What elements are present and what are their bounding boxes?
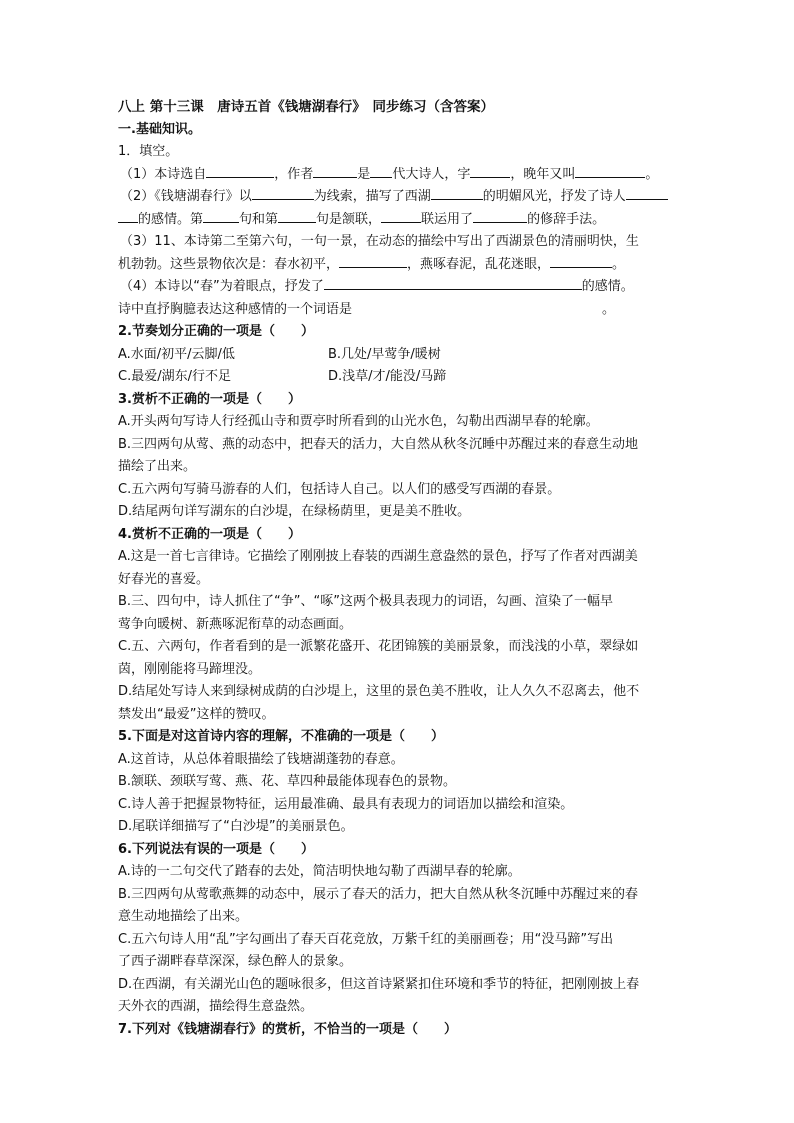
q4-line: 禁发出“最爱”这样的赞叹。 — [118, 706, 275, 722]
question-7-stem: 7.下列对《钱塘湖春行》的赏析，不恰当的一项是（ ） — [118, 1021, 457, 1037]
q1-2-text-b: 为线索，描写了西湖 — [313, 189, 431, 204]
blank-field[interactable] — [313, 164, 357, 178]
q3-line[interactable]: C.五六两句写骑马游春的人们，包括诗人自己。以人们的感受写西湖的春景。 — [118, 481, 561, 497]
q6-line[interactable]: A.诗的一二句交代了踏春的去处，简洁明快地勾勒了西湖早春的轮廓。 — [118, 864, 521, 879]
blank-field[interactable] — [470, 164, 510, 178]
q5-line[interactable]: A.这首诗，从总体着眼描绘了钱塘湖蓬勃的春意。 — [118, 751, 404, 767]
page-title: 八上 第十三课 唐诗五首《钱塘湖春行》 同步练习（含答案） — [118, 99, 494, 115]
q1-4-text-d: 。 — [602, 301, 616, 317]
q4-line[interactable]: C.五、六两句，作者看到的是一派繁花盛开、花团锦簇的美丽景象，而浅浅的小草，翠绿如 — [118, 639, 639, 654]
q4-line[interactable]: D.结尾处写诗人来到绿树成荫的白沙堤上，这里的景色美不胜收，让人久久不忍离去，他不 — [118, 684, 640, 699]
q1-4-text-b: 的感情。 — [581, 279, 634, 294]
q3-line: 描绘了出来。 — [118, 459, 197, 474]
q6-line[interactable]: B.三四两句从莺歌燕舞的动态中，展示了春天的活力，把大自然从秋冬沉睡中苏醒过来的春 — [118, 886, 639, 902]
blank-field[interactable] — [339, 254, 407, 268]
q1-1-text-e: ，晚年又叫 — [510, 166, 576, 182]
option-b[interactable]: B.几处/早莺争/暖树 — [328, 346, 441, 362]
q6-line: 天外衣的西湖，描绘得生意盎然。 — [118, 999, 314, 1014]
question-3-stem: 3.赏析不正确的一项是（ ） — [118, 391, 301, 407]
blank-field[interactable] — [370, 164, 392, 178]
q5-line[interactable]: B.颔联、颈联写莺、燕、花、草四种最能体现春色的景物。 — [118, 774, 457, 789]
q1-part-4-line-1 — [118, 276, 678, 299]
q6-line[interactable]: C.五六句诗人用“乱”字勾画出了春天百花竞放，万紫千红的美丽画卷；用“没马蹄”写出 — [118, 931, 614, 947]
q3-line[interactable]: A.开头两句写诗人行经孤山寺和贾亭时所看到的山光水色，勾勒出西湖早春的轮廓。 — [118, 414, 599, 429]
q1-1-text-b: ，作者 — [274, 166, 314, 182]
worksheet-page — [118, 96, 678, 1041]
question-2-stem: 2.节奏划分正确的一项是（ ） — [118, 324, 314, 339]
q5-line[interactable]: D.尾联详细描写了“白沙堤”的美丽景色。 — [118, 819, 354, 834]
q1-part-3-line-2 — [118, 254, 678, 277]
q2-options-row-2 — [118, 366, 678, 389]
q3-line[interactable]: D.结尾两句详写湖东的白沙堤，在绿杨荫里，更是美不胜收。 — [118, 504, 471, 519]
q5-line[interactable]: C.诗人善于把握景物特征，运用最准确、最具有表现力的词语加以描绘和渲染。 — [118, 796, 574, 812]
blank-field[interactable] — [278, 209, 316, 223]
option-c[interactable]: C.最爱/湖东/行不足 — [118, 369, 231, 384]
q1-2-text-f: 句是颔联， — [316, 211, 382, 227]
q1-part-4-line-2 — [118, 299, 678, 322]
blank-field[interactable] — [324, 276, 582, 290]
q1-4-text-a: （4）本诗以“春”为着眼点，抒发了 — [120, 279, 324, 294]
question-5-stem: 5.下面是对这首诗内容的理解，不准确的一项是（ ） — [118, 729, 444, 744]
q1-1-text-f: 。 — [645, 166, 659, 182]
option-d[interactable]: D.浅草/才/能没/马蹄 — [328, 369, 447, 384]
q4-line[interactable]: A.这是一首七言律诗。它描绘了刚刚披上春装的西湖生意盎然的景色，抒写了作者对西湖美 — [118, 549, 638, 564]
option-a[interactable]: A.水面/初平/云脚/低 — [118, 346, 235, 362]
blank-field[interactable] — [550, 254, 612, 268]
q1-part-2-line-1 — [118, 186, 678, 209]
q2-options-row-1 — [118, 344, 678, 367]
question-4-stem: 4.赏析不正确的一项是（ ） — [118, 526, 301, 542]
q4-line: 好春光的喜爱。 — [118, 571, 210, 587]
blank-field[interactable] — [203, 209, 239, 223]
blank-field[interactable] — [575, 164, 645, 178]
q1-2-text-h: 的修辞手法。 — [527, 211, 606, 227]
q3-line[interactable]: B.三四两句从莺、燕的动态中，把春天的活力，大自然从秋冬沉睡中苏醒过来的春意生动地 — [118, 436, 639, 452]
q6-line: 了西子湖畔春草深深，绿色醉人的景象。 — [118, 954, 353, 969]
blank-field[interactable] — [381, 209, 421, 223]
q1-2-text-g: 联运用了 — [421, 211, 474, 227]
section-heading: 一.基础知识。 — [118, 121, 201, 137]
q1-2-text-c: 的明媚风光，抒发了诗人 — [482, 189, 626, 204]
q1-3-text-d: 。 — [612, 256, 626, 272]
q4-line: 莺争向暖树、新燕啄泥衔草的动态画面。 — [118, 616, 353, 632]
q1-part-1 — [118, 164, 678, 187]
q1-2-text-e: 句和第 — [239, 211, 279, 227]
blank-field[interactable] — [473, 209, 527, 223]
q1-1-text-d: 代大诗人，字 — [392, 166, 471, 182]
blank-field[interactable] — [431, 186, 483, 200]
q1-1-text-a: （1）本诗选自 — [120, 166, 207, 182]
q1-2-text-a: （2）《钱塘湖春行》以 — [120, 189, 252, 204]
q1-1-text-c: 是 — [357, 166, 371, 182]
blank-field[interactable] — [118, 209, 138, 223]
q4-line[interactable]: B.三、四句中，诗人抓住了“争”、“啄”这两个极具表现力的词语，勾画、渲染了一幅早 — [118, 594, 613, 609]
q6-line: 意生动地描绘了出来。 — [118, 909, 249, 924]
q1-4-text-c: 诗中直抒胸臆表达这种感情的一个词语是 — [118, 301, 353, 317]
q1-2-text-d: 的感情。第 — [138, 211, 204, 227]
blank-field[interactable] — [252, 186, 314, 200]
blank-field[interactable] — [206, 164, 274, 178]
question-6-stem: 6.下列说法有误的一项是（ ） — [118, 841, 314, 857]
q1-part-2-line-2 — [118, 209, 678, 232]
q1-3-text-b: 机勃勃。这些景物依次是：春水初平， — [118, 256, 340, 272]
question-1-label: 1．填空。 — [118, 144, 179, 159]
blank-field[interactable] — [626, 186, 668, 200]
q4-line: 茵，刚刚能将马蹄埋没。 — [118, 661, 262, 677]
q6-line[interactable]: D.在西湖，有关湖光山色的题咏很多，但这首诗紧紧扣住环境和季节的特征，把刚刚披上春 — [118, 976, 640, 992]
q1-part-3-line-1: （3）11、本诗第二至第六句，一句一景，在动态的描绘中写出了西湖景色的清丽明快，生 — [120, 234, 639, 249]
q1-3-text-c: ，燕啄春泥，乱花迷眼， — [407, 256, 551, 272]
